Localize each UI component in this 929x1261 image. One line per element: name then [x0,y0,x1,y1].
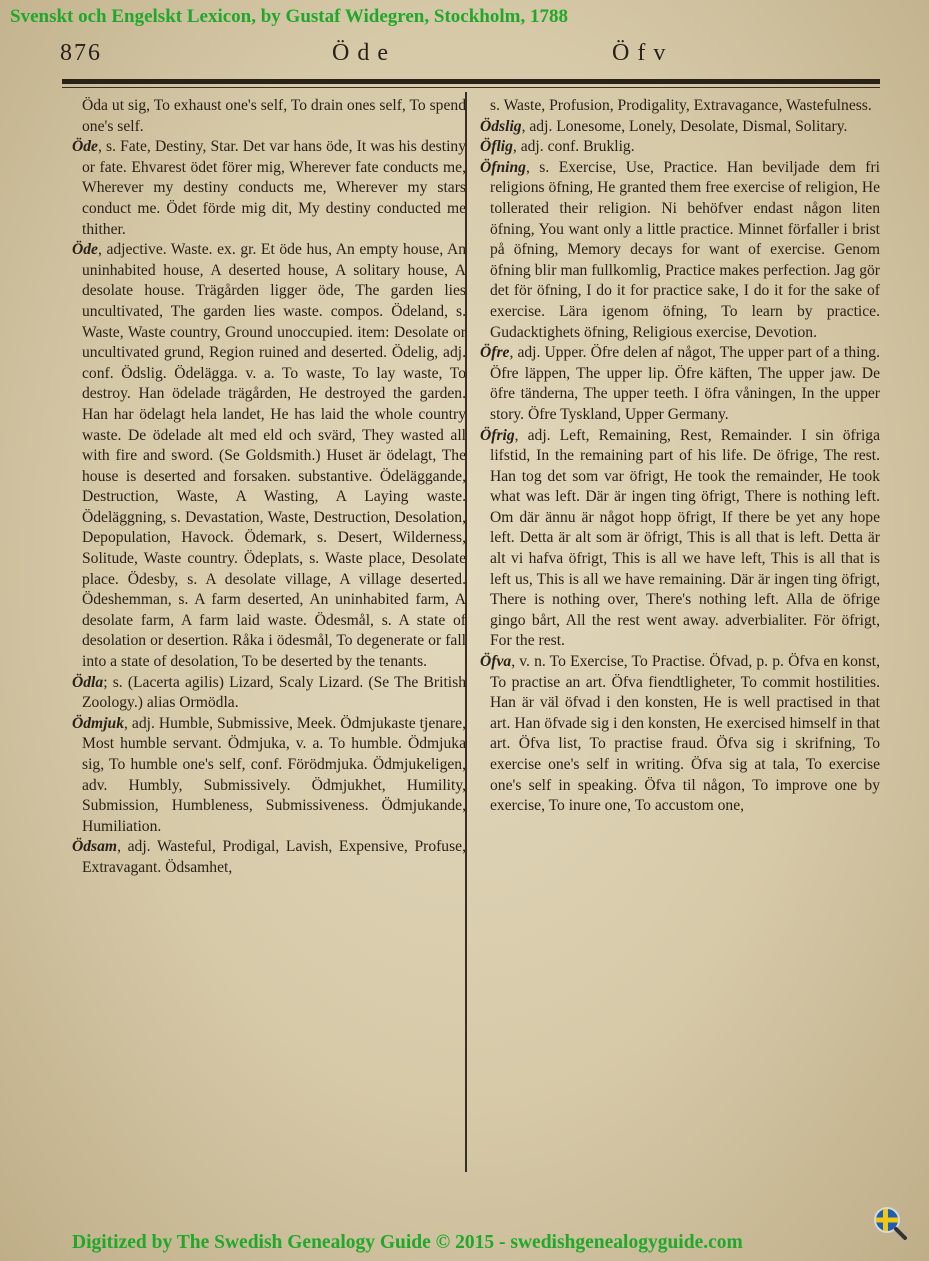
dictionary-entry: Öfva, v. n. To Exercise, To Practise. Öfvad, p. p. Öfva en konst, To practise an art. Öfva fiendtligheter, To commit hostilities. Han är väl öfvad i den konsten, He is well practised in that art. Han öfvade sig i den konsten, He exercised himself in that art. Öfva list, To practise fraud. Öfva sig i skrifning, To exercise one's self in writing. Öfva sig at tala, To exercise one's self in speaking. Öfva til någon, To improve one by exercise, To inure one, To accustom one, [480,653,880,815]
dictionary-entry: Öde, adjective. Waste. ex. gr. Et öde hus, An empty house, An uninhabited house, A deserted house, A solitary house, A desolate house. Trägården ligger öde, The garden lies uncultivated, The garden lies waste. compos. Ödeland, s. Waste, Waste country, Ground unoccupied. item: Desolate or uncultivated grund, Region ruined and deserted. Ödelig, adj. conf. Ödslig. Ödelägga. v. a. To waste, To lay waste, To destroy. Han ödelade trägården, He destroyed the garden. Han har ödelagt hela landet, He has laid the whole country waste. De ödelade alt med eld och svärd, They wasted all with fire and sword. (Se Goldsmith.) Huset är ödelagt, The house is deserted and forsaken. substantive. Ödeläggande, Destruction, Waste, A Wasting, A Laying waste. Ödeläggning, s. Devastation, Waste, Destruction, Desolation, Depopulation, Havock. Ödemark, s. Desert, Wilderness, Solitude, Waste country. Ödeplats, s. Waste place, Desolate place. Ödesby, s. A desolate village, A village deserted. Ödeshemman, s. A farm deserted, An uninhabited farm, A desolate farm, A farm laid waste. Ödesmål, s. A state of desolation or desertion. Råka i ödesmål, To degenerate or fall into a state of desolation, To be deserted by the tenants. [72,241,466,671]
dictionary-entry: Ödla; s. (Lacerta agilis) Lizard, Scaly Lizard. (Se The British Zoology.) alias Ormödla. [72,673,466,712]
header-rule [62,79,880,84]
dictionary-entry: Öfrig, adj. Left, Remaining, Rest, Remainder. I sin öfriga lifstid, In the remaining part of his life. De öfrige, The rest. Han tog det som var öfrigt, He took the remainder, He took what was left. Där är ingen ting öfrigt, There is nothing left. Om där ännu är något hopp öfrigt, If there be yet any hope left. Detta är alt som är öfrigt, This is all that is left. Detta är alt vi hafva öfrigt, This is all we have left, This is all that is left us, This is all we have remaining. Där är ingen ting öfrigt, There is nothing over, There's nothing left. Alla de öfrige gingo bårt, All the rest went away. adverbialiter. För öfrigt, For the rest. [480,426,880,650]
dictionary-entry: Öde, s. Fate, Destiny, Star. Det var hans öde, It was his destiny or fate. Ehvarest ödet förer mig, Wherever fate conducts me, Wherever my destiny conducts me, Wherever my stars conduct me. Ödet förde mig dit, My destiny conducted me thither. [72,138,466,238]
dictionary-entry: Ödsam, adj. Wasteful, Prodigal, Lavish, Expensive, Profuse, Extravagant. Ödsamhet, [72,838,466,876]
header-left-word: Öde [332,40,396,66]
header-right-word: Öfv [612,40,674,66]
dictionary-entry: Öfre, adj. Upper. Öfre delen af något, The upper part of a thing. Öfre läppen, The upper lip. Öfre käften, The upper jaw. De öfre tänderna, The upper teeth. I öfra våningen, In the upper story. Öfre Tyskland, Upper Germany. [480,344,880,423]
page-number: 876 [60,40,102,66]
left-column [72,96,466,879]
dictionary-entry: s. Waste, Profusion, Prodigality, Extravagance, Wastefulness. [490,97,872,114]
top-banner-title: Svenskt och Engelskt Lexicon, by Gustaf Widegren, Stockholm, 1788 [10,6,568,27]
bottom-banner-credit: Digitized by The Swedish Genealogy Guide © 2015 - swedishgenealogyguide.com [72,1232,743,1253]
header-rule-thin [62,87,880,88]
dictionary-entry: Öfning, s. Exercise, Use, Practice. Han beviljade dem fri religions öfning, He granted them free exercise of religion, He tollerated their religion. Ni behöfver endast någon liten öfning, You want only a little practice. Minnet förfaller i brist på öfning, Memory decays for want of exercise. Genom öfning blir man fullkomlig, Practice makes perfection. Jag gör det för öfning, I do it for practice sake, I do it for the sake of exercise. Lära igenom öfning, To learn by practice. Gudacktighets öfning, Religious exercise, Devotion. [480,158,880,341]
right-column [480,96,880,817]
page-header [60,38,880,78]
sweden-flag-magnifier-icon [873,1206,907,1240]
dictionary-entry: Öda ut sig, To exhaust one's self, To drain ones self, To spend one's self. [82,97,466,135]
dictionary-entry: Ödmjuk, adj. Humble, Submissive, Meek. Ödmjukaste tjenare, Most humble servant. Ödmjuka, v. a. To humble. Ödmjuka sig, To humble one's self, conf. Förödmjuka. Ödmjukeligen, adv. Humbly, Submissively. Ödmjukhet, Humility, Submission, Humbleness, Submissiveness. Ödmjukande, Humiliation. [72,714,466,835]
dictionary-entry: Öflig, adj. conf. Bruklig. [480,138,635,156]
dictionary-entry: Ödslig, adj. Lonesome, Lonely, Desolate, Dismal, Solitary. [480,117,848,135]
